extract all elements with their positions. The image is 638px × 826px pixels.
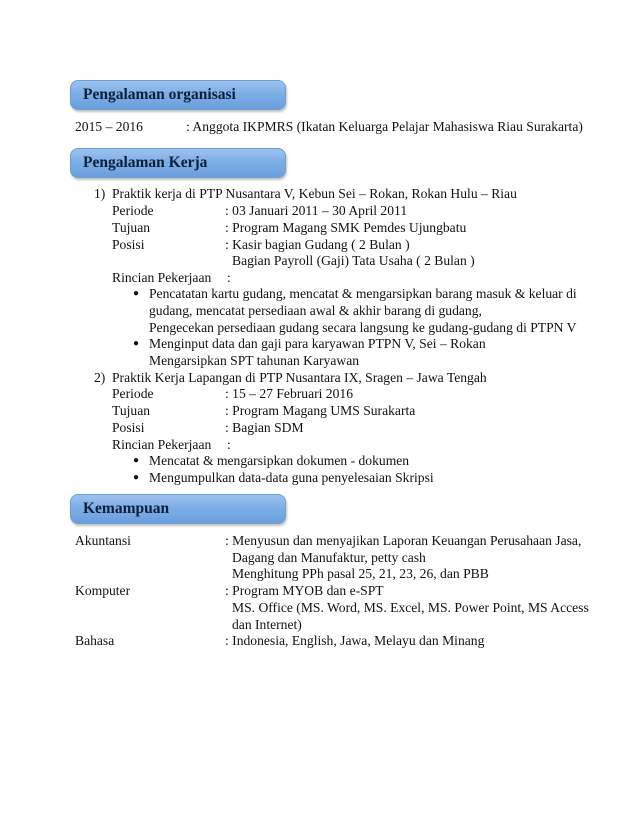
periode-label: Periode <box>112 386 154 401</box>
job-heading: Praktik kerja di PTP Nusantara V, Kebun Sei – Rokan, Rokan Hulu – Riau <box>112 186 517 201</box>
section-header-kerja <box>70 148 286 178</box>
job-heading: Praktik Kerja Lapangan di PTP Nusantara IX, Sragen – Jawa Tengah <box>112 370 487 385</box>
job-number: 2) <box>94 370 106 385</box>
tujuan-value: : Program Magang UMS Surakarta <box>225 403 416 418</box>
posisi-value-cont: Bagian Payroll (Gaji) Tata Usaha ( 2 Bulan ) <box>232 253 475 268</box>
bullet-icon: ● <box>133 472 140 483</box>
posisi-value: : Bagian SDM <box>225 420 304 435</box>
bullet-icon: ● <box>133 288 140 299</box>
tujuan-label: Tujuan <box>112 403 151 418</box>
bullet-icon: ● <box>133 338 140 349</box>
tujuan-value: : Program Magang SMK Pemdes Ujungbatu <box>225 220 467 235</box>
job-number: 1) <box>94 186 106 201</box>
section-header-kemampuan <box>70 494 286 524</box>
task-line: Pengecekan persediaan gudang secara langsung ke gudang-gudang di PTPN V <box>149 320 577 335</box>
skill-label-bahasa: Bahasa <box>75 633 115 648</box>
skill-value: MS. Office (MS. Word, MS. Excel, MS. Power Point, MS Access <box>232 600 589 615</box>
org-description: : Anggota IKPMRS (Ikatan Keluarga Pelajar Mahasiswa Riau Surakarta) <box>186 119 583 134</box>
posisi-label: Posisi <box>112 420 145 435</box>
skill-value: : Program MYOB dan e-SPT <box>225 583 384 598</box>
posisi-label: Posisi <box>112 237 145 252</box>
skill-value: Menghitung PPh pasal 25, 21, 23, 26, dan PBB <box>232 566 489 581</box>
tujuan-label: Tujuan <box>112 220 151 235</box>
rincian-label: Rincian Pekerjaan <box>112 270 212 285</box>
section-title: Pengalaman organisasi <box>83 86 236 103</box>
skill-value: : Indonesia, English, Jawa, Melayu dan Minang <box>225 633 485 648</box>
bullet-icon: ● <box>133 455 140 466</box>
rincian-colon: : <box>227 270 231 285</box>
skill-value: Dagang dan Manufaktur, petty cash <box>232 550 426 565</box>
periode-value: : 15 – 27 Februari 2016 <box>225 386 353 401</box>
skill-value: : Menyusun dan menyajikan Laporan Keuangan Perusahaan Jasa, <box>225 533 582 548</box>
section-title: Kemampuan <box>83 500 170 517</box>
task-line: Mengarsipkan SPT tahunan Karyawan <box>149 353 360 368</box>
rincian-label: Rincian Pekerjaan <box>112 437 212 452</box>
skill-label-akuntansi: Akuntansi <box>75 533 131 548</box>
skill-value: dan Internet) <box>232 617 302 632</box>
skill-label-komputer: Komputer <box>75 583 131 598</box>
section-title: Pengalaman Kerja <box>83 154 208 171</box>
rincian-colon: : <box>227 437 231 452</box>
section-header-organisasi <box>70 80 286 110</box>
task-line: Menginput data dan gaji para karyawan PTPN V, Sei – Rokan <box>149 336 486 351</box>
posisi-value: : Kasir bagian Gudang ( 2 Bulan ) <box>225 237 410 252</box>
periode-value: : 03 Januari 2011 – 30 April 2011 <box>225 203 408 218</box>
org-years: 2015 – 2016 <box>75 119 143 134</box>
periode-label: Periode <box>112 203 154 218</box>
task-line: Pencatatan kartu gudang, mencatat & mengarsipkan barang masuk & keluar di <box>149 286 577 301</box>
task-line: gudang, mencatat persediaan awal & akhir barang di gudang, <box>149 303 482 318</box>
task-line: Mengumpulkan data-data guna penyelesaian Skripsi <box>149 470 434 485</box>
task-line: Mencatat & mengarsipkan dokumen - dokumen <box>149 453 410 468</box>
